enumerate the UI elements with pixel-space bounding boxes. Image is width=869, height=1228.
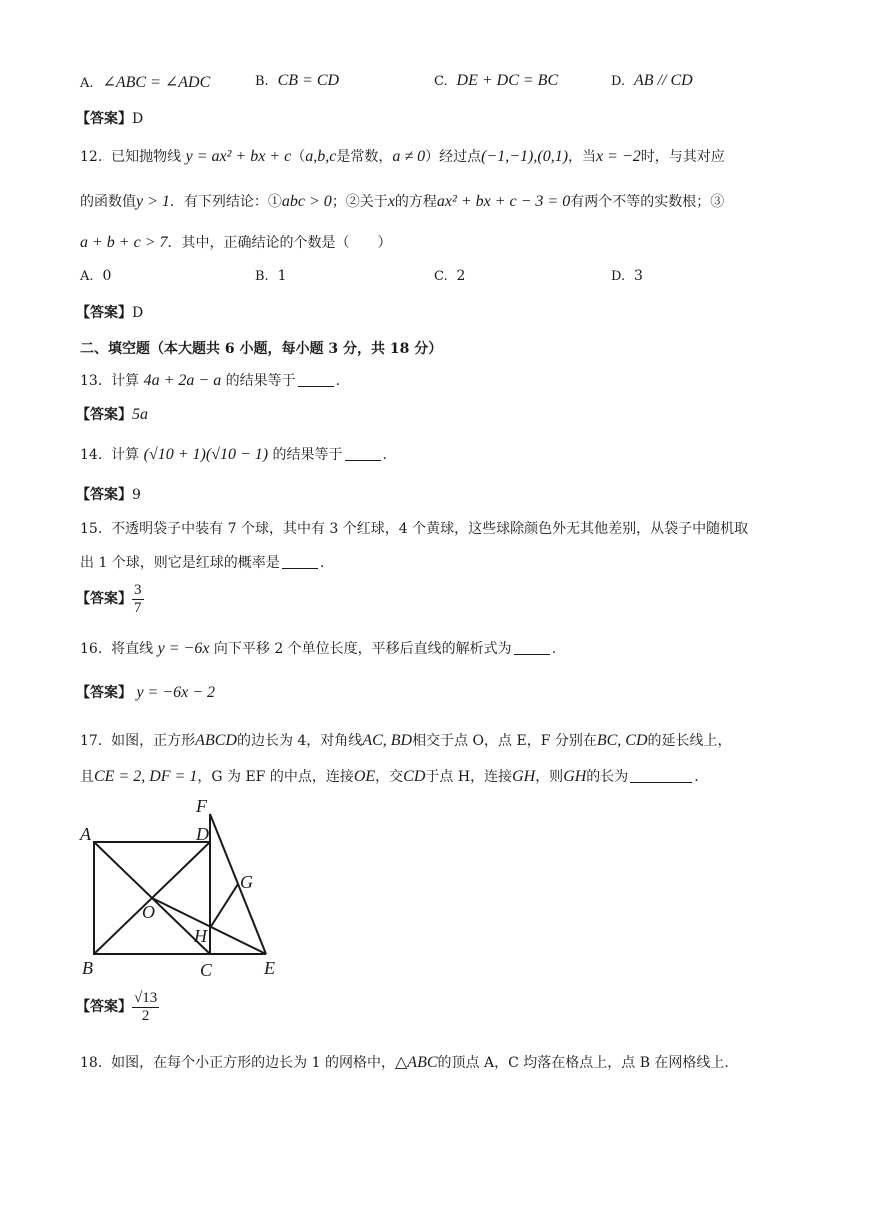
label-o: O — [142, 902, 155, 922]
q12-answer: 【答案】D — [76, 305, 144, 321]
q12-option-b: B. 1 — [255, 268, 287, 284]
answer-blank — [298, 385, 334, 387]
q12-options — [80, 268, 809, 290]
q16-question: 16. 将直线 y = −6x 向下平移 2 个单位长度，平移后直线的解析式为 . — [80, 640, 557, 657]
q11-option-b: B. CB = CD — [255, 72, 340, 89]
q13-answer: 【答案】5a — [76, 406, 148, 423]
q11-option-a: A. ∠ABC = ∠ADC — [80, 74, 211, 91]
label-d: D — [196, 824, 209, 844]
q15-line1: 15. 不透明袋子中装有 7 个球，其中有 3 个红球，4 个黄球，这些球除颜色外无其他差别，从袋子中随机取 — [80, 521, 749, 537]
q12-line3: a + b + c > 7．其中，正确结论的个数是（ ） — [80, 234, 392, 251]
q12-option-c: C. 2 — [434, 268, 466, 284]
answer-blank — [630, 781, 692, 783]
q16-answer: 【答案】 y = −6x − 2 — [76, 684, 216, 701]
q13-question: 13. 计算 4a + 2a − a 的结果等于 . — [80, 372, 341, 389]
label-c: C — [200, 960, 213, 980]
label-h: H — [194, 926, 207, 946]
q12-line1: 12. 已知抛物线 y = ax² + bx + c（a,b,c是常数，a ≠ 0）经过点(−1,−1),(0,1)，当x = −2时，与其对应 — [80, 148, 725, 165]
q12-option-d: D. 3 — [611, 268, 643, 284]
segment-hg — [210, 884, 238, 928]
label-f: F — [196, 796, 207, 816]
q17-line1: 17. 如图，正方形ABCD的边长为 4，对角线AC, BD相交于点 O，点 E，F 分别在BC, CD的延长线上， — [80, 732, 732, 749]
answer-blank — [345, 459, 381, 461]
label-b: B — [82, 958, 93, 978]
section-heading: 二、填空题（本大题共 6 小题，每小题 3 分，共 18 分） — [80, 341, 443, 357]
answer-blank — [282, 567, 318, 569]
q11-options — [80, 72, 809, 96]
answer-blank — [514, 653, 550, 655]
q17-answer: 【答案】 $\frac{√13}{2}$ — [76, 990, 158, 1024]
label-g: G — [240, 872, 253, 892]
answer-fraction: $\frac{3}{7}$ — [134, 582, 142, 616]
q11-answer: 【答案】D — [76, 111, 144, 127]
q15-answer: 【答案】 $\frac{3}{7}$ — [76, 582, 142, 616]
q12-line2: 的函数值y > 1．有下列结论：①abc > 0；②关于x的方程ax² + bx + c − 3 = 0有两个不等的实数根；③ — [80, 193, 725, 210]
q12-option-a: A. 0 — [80, 268, 112, 284]
q11-option-c: C. DE + DC = BC — [434, 72, 559, 89]
q11-option-d: D. AB // CD — [611, 72, 693, 89]
q17-line2: 且CE = 2, DF = 1，G 为 EF 的中点，连接OE，交CD于点 H，连接GH，则GH的长为 . — [80, 768, 699, 785]
answer-fraction: $\frac{√13}{2}$ — [134, 990, 158, 1024]
q18-question: 18. 如图，在每个小正方形的边长为 1 的网格中，△ABC的顶点 A，C 均落在格点上，点 B 在网格线上. — [80, 1054, 729, 1071]
label-e: E — [264, 958, 275, 978]
q14-answer: 【答案】9 — [76, 487, 141, 503]
label-a: A — [80, 824, 91, 844]
q14-question: 14. 计算 (√10 + 1)(√10 − 1) 的结果等于 . — [80, 446, 387, 463]
q15-line2: 出 1 个球，则它是红球的概率是 . — [80, 555, 325, 571]
q17-figure — [78, 796, 288, 980]
